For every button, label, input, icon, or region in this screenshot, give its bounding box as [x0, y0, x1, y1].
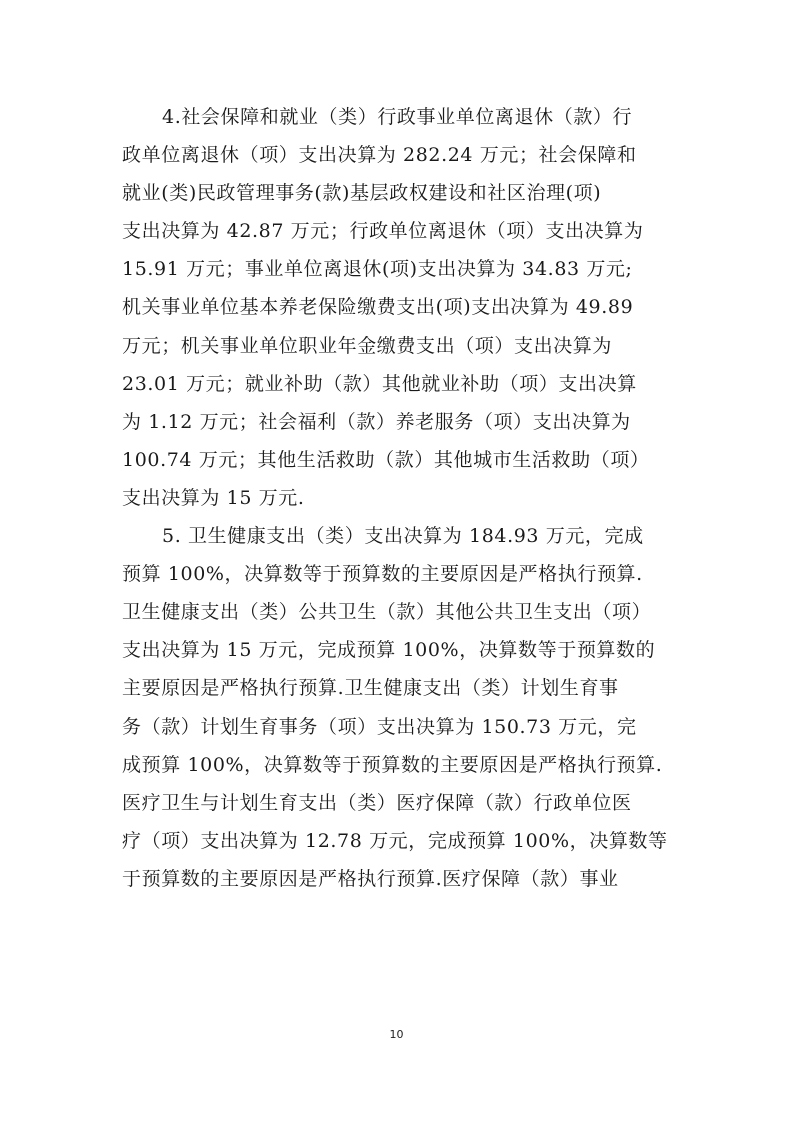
paragraph-line: 支出决算为 15 万元. [122, 486, 305, 509]
paragraph-line: 预算 100%，决算数等于预算数的主要原因是严格执行预算. [122, 563, 643, 586]
page-number: 10 [389, 1028, 404, 1041]
paragraph-line: 万元；机关事业单位职业年金缴费支出（项）支出决算为 [122, 334, 613, 357]
paragraph-line: 支出决算为 42.87 万元；行政单位离退休（项）支出决算为 [122, 220, 644, 243]
paragraph-line: 4.社会保障和就业（类）行政事业单位离退休（款）行 [162, 106, 633, 128]
paragraph-line: 5. 卫生健康支出（类）支出决算为 184.93 万元，完成 [162, 525, 644, 548]
body-text [122, 98, 682, 898]
paragraph-line: 政单位离退休（项）支出决算为 282.24 万元；社会保障和 [122, 144, 637, 167]
paragraph-line: 15.91 万元；事业单位离退休(项)支出决算为 34.83 万元; [122, 258, 633, 281]
paragraph-line: 疗（项）支出决算为 12.78 万元，完成预算 100%，决算数等 [122, 829, 668, 852]
paragraph-line: 为 1.12 万元；社会福利（款）养老服务（项）支出决算为 [122, 410, 631, 433]
paragraph-line: 医疗卫生与计划生育支出（类）医疗保障（款）行政单位医 [122, 791, 632, 814]
paragraph-line: 主要原因是严格执行预算.卫生健康支出（类）计划生育事 [122, 677, 619, 700]
paragraph-line: 务（款）计划生育事务（项）支出决算为 150.73 万元，完 [122, 715, 637, 738]
paragraph-line: 卫生健康支出（类）公共卫生（款）其他公共卫生支出（项） [122, 601, 652, 624]
paragraph-line: 100.74 万元；其他生活救助（款）其他城市生活救助（项） [122, 448, 650, 471]
paragraph-line: 23.01 万元；就业补助（款）其他就业补助（项）支出决算 [122, 372, 637, 395]
paragraph-line: 支出决算为 15 万元，完成预算 100%，决算数等于预算数的 [122, 639, 656, 662]
paragraph-line: 机关事业单位基本养老保险缴费支出(项)支出决算为 49.89 [122, 296, 634, 319]
paragraph-line: 就业(类)民政管理事务(款)基层政权建设和社区治理(项) [122, 182, 602, 205]
paragraph-line: 于预算数的主要原因是严格执行预算.医疗保障（款）事业 [122, 867, 619, 890]
paragraph-line: 成预算 100%，决算数等于预算数的主要原因是严格执行预算. [122, 753, 663, 776]
